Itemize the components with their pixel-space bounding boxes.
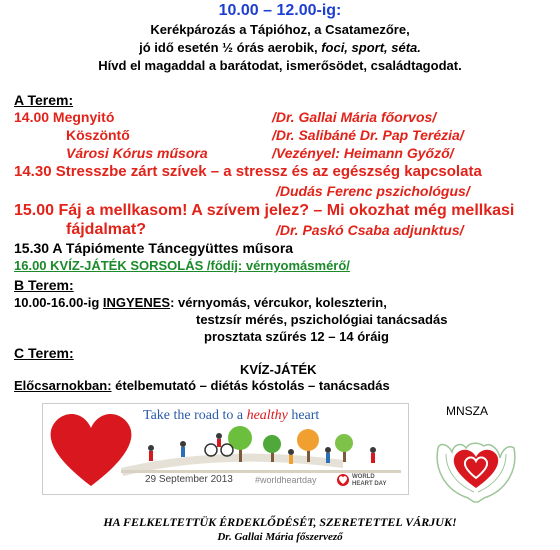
room-b-heading: B Terem: — [14, 277, 74, 293]
room-c-lobby — [14, 378, 390, 393]
banner-hashtag: #worldheartday — [255, 475, 317, 485]
row-opening: 14.00 Megnyitó — [14, 109, 115, 125]
room-c-lobby-label: Előcsarnokban: — [14, 378, 112, 393]
item-1500: 15.00 Fáj a mellkasom! A szívem jelez? – Mi okozhat még mellkasi — [14, 202, 515, 219]
item-1430-presenter: /Dudás Ferenc pszichológus/ — [276, 183, 470, 199]
world-heart-day-banner — [42, 403, 409, 495]
row-choir-presenter: /Vezényel: Heimann Győző/ — [272, 145, 454, 161]
heart-icon — [51, 414, 132, 486]
banner-org-line2: HEART DAY — [352, 481, 387, 487]
room-a-heading: A Terem: — [14, 92, 74, 108]
room-c-lobby-rest: ételbemutató – diétás kóstolás – tanácsadás — [111, 378, 390, 393]
room-b-time: 10.00-16.00-ig — [14, 295, 103, 310]
footer-organizer: Dr. Gallai Mária főszervező — [217, 531, 343, 543]
item-1430: 14.30 Stresszbe zárt szívek – a stressz és az egészség kapcsolata — [14, 163, 482, 180]
room-c-quiz: KVÍZ-JÁTÉK — [240, 362, 317, 377]
header-line2 — [0, 40, 560, 55]
row-greeting-presenter: /Dr. Salibáné Dr. Pap Terézia/ — [272, 127, 464, 143]
banner-org-line1: WORLD — [352, 474, 375, 480]
row-choir: Városi Kórus műsora — [66, 145, 208, 161]
item-1500-presenter: /Dr. Paskó Csaba adjunktus/ — [276, 222, 464, 238]
banner-date: 29 September 2013 — [145, 474, 233, 485]
heart-icon — [454, 450, 498, 488]
item-1600: 16.00 KVÍZ-JÁTÉK SORSOLÁS /fődíj: vérnyomásmérő/ — [14, 258, 350, 273]
header-line2-italic: foci, sport, séta. — [321, 40, 421, 55]
room-b-line3: prosztata szűrés 12 – 14 óráig — [204, 329, 389, 344]
row-opening-presenter: /Dr. Gallai Mária főorvos/ — [272, 109, 437, 125]
mnsza-logo — [428, 418, 524, 506]
banner-slogan-b: healthy — [246, 408, 288, 423]
banner-slogan-a: Take the road to a — [143, 408, 247, 423]
mnsza-label: MNSZA — [446, 404, 488, 418]
room-b-line1-rest: : vérnyomás, vércukor, koleszterin, — [170, 295, 387, 310]
header-line1: Kerékpározás a Tápióhoz, a Csatamezőre, — [150, 22, 410, 37]
header-time: 10.00 – 12.00-ig: — [218, 2, 342, 19]
item-1530: 15.30 A Tápiómente Táncegyüttes műsora — [14, 240, 294, 256]
item-1500-cont: fájdalmat? — [66, 221, 147, 238]
footer-invitation: HA FELKELTETTÜK ÉRDEKLŐDÉSÉT, SZERETETTEL VÁRJUK! — [103, 515, 457, 529]
banner-slogan — [143, 408, 319, 424]
header-line3: Hívd el magaddal a barátodat, ismerősödet, családtagodat. — [98, 58, 462, 73]
room-b-line2: testzsír mérés, pszichológiai tanácsadás — [196, 312, 448, 327]
header-line2-text: jó idő esetén ½ órás aerobik, — [139, 40, 322, 55]
row-greeting: Köszöntő — [66, 127, 130, 143]
banner-slogan-c: heart — [287, 408, 320, 423]
banner-org — [352, 474, 386, 488]
room-b-free: INGYENES — [102, 295, 171, 310]
room-b-line1 — [14, 295, 387, 310]
room-c-heading: C Terem: — [14, 345, 74, 361]
